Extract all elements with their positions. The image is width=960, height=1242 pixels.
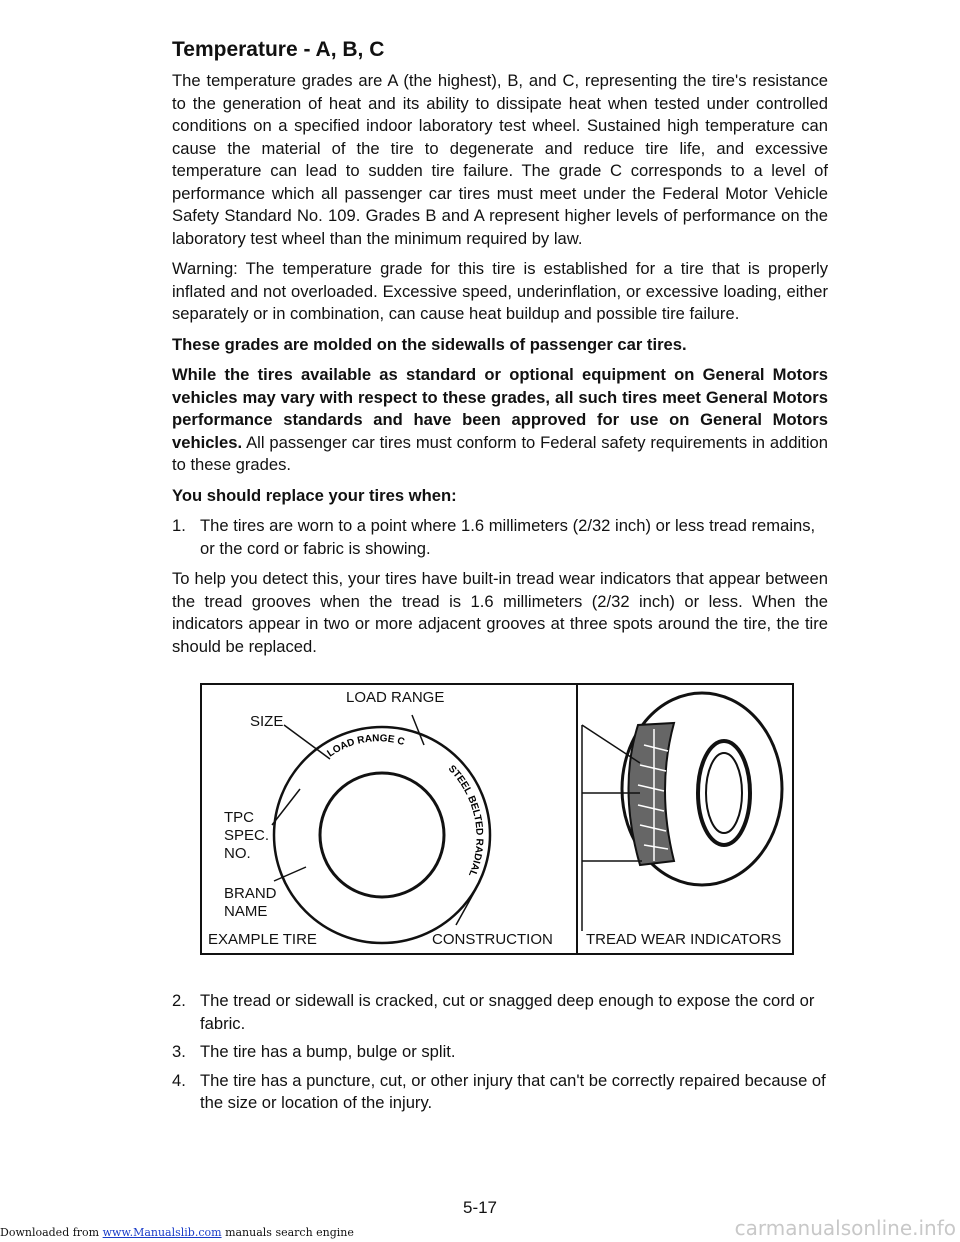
body-text	[172, 38, 828, 666]
section-heading: Temperature - A, B, C	[172, 38, 385, 61]
arc-steel-belted: STEEL BELTED RADIAL	[445, 763, 485, 879]
list-item	[172, 1070, 828, 1115]
indicator-paragraph: To help you detect this, your tires have built-in tread wear indicators that appear between the tread grooves when the tread is 1.6 millimeters (2/32 inch) or less. When the indicators appear in two or more adjacent grooves at three spots around the tire, the tire should be replaced.	[172, 569, 828, 656]
example-tire-label: EXAMPLE TIRE	[208, 931, 317, 948]
tpc-leader	[272, 789, 300, 825]
list-number: 2.	[172, 991, 186, 1010]
name-label: NAME	[224, 903, 268, 920]
list-number: 1.	[172, 516, 186, 535]
list-number: 4.	[172, 1070, 186, 1090]
banner-suffix: manuals search engine	[225, 1226, 354, 1239]
replace-list-continued	[172, 990, 828, 1121]
list-item	[172, 515, 828, 560]
tire-outer-circle	[274, 727, 490, 943]
banner-prefix: Downloaded from	[0, 1226, 100, 1239]
gm-paragraph	[172, 364, 828, 477]
construction-leader	[456, 889, 476, 925]
replace-heading: You should replace your tires when:	[172, 485, 457, 505]
list-text: The tire has a puncture, cut, or other injury that can't be correctly repaired because of the size or location of the injury.	[200, 1070, 826, 1112]
list-item	[172, 990, 828, 1035]
load-range-leader	[412, 715, 424, 745]
example-tire-panel	[202, 685, 578, 953]
list-text: The tire has a bump, bulge or split.	[200, 1042, 456, 1061]
load-range-label: LOAD RANGE	[346, 689, 445, 706]
arc-load-range: LOAD RANGE C	[325, 733, 406, 760]
gm-normal-text: All passenger car tires must conform to Federal safety requirements in addition to these grades.	[172, 432, 828, 474]
tread-wear-label: TREAD WEAR INDICATORS	[586, 931, 782, 948]
brand-label: BRAND	[224, 885, 277, 902]
watermark: carmanualsonline.info	[734, 1216, 956, 1240]
size-leader	[284, 725, 330, 759]
list-text: The tread or sidewall is cracked, cut or snagged deep enough to expose the cord or fabric.	[200, 991, 815, 1033]
download-banner	[0, 1226, 354, 1239]
list-number: 3.	[172, 1042, 186, 1061]
tread-pattern	[628, 723, 674, 865]
replace-list	[172, 515, 828, 560]
tire-inner-circle	[320, 773, 444, 897]
size-label: SIZE	[250, 713, 284, 730]
tpc-label: TPC	[224, 809, 254, 826]
molded-note: These grades are molded on the sidewalls of passenger car tires.	[172, 334, 687, 354]
gm-bold-text: While the tires available as standard or optional equipment on General Motors vehicles may vary with respect to these grades, all such tires meet General Motors performance standards and have been approved for use on General Motors vehicles.	[172, 365, 828, 452]
temperature-paragraph: The temperature grades are A (the highest), B, and C, representing the tire's resistance to the generation of heat and its ability to dissipate heat when tested under controlled conditions on a specified indoor laboratory test wheel. Sustained high temperature can cause the material of the tire to degenerate and reduce tire life, and excessive temperature can lead to sudden tire failure. The grade C corresponds to a level of performance which all passenger car tires must meet under the Federal Motor Vehicle Safety Standard No. 109. Grades B and A represent higher levels of performance on the laboratory test wheel than the minimum required by law.	[172, 71, 828, 248]
list-text: The tires are worn to a point where 1.6 millimeters (2/32 inch) or less tread remains, or the cord or fabric is showing.	[200, 516, 816, 558]
spec-label: SPEC.	[224, 827, 270, 844]
warning-paragraph: Warning: The temperature grade for this tire is established for a tire that is properly inflated and not overloaded. Excessive speed, underinflation, or excessive loading, either separately or in combination, can cause heat buildup and possible tire failure.	[172, 259, 828, 323]
page-number: 5-17	[462, 1198, 498, 1217]
tire-figure	[200, 683, 794, 955]
manualslib-link[interactable]: www.Manualslib.com	[102, 1226, 222, 1239]
tread-tire-drawing	[578, 685, 792, 953]
tire-hub	[706, 753, 742, 833]
list-item	[172, 1041, 828, 1064]
tread-indicator-panel	[578, 685, 792, 953]
no-label: NO.	[224, 845, 251, 862]
construction-label: CONSTRUCTION	[432, 931, 553, 948]
